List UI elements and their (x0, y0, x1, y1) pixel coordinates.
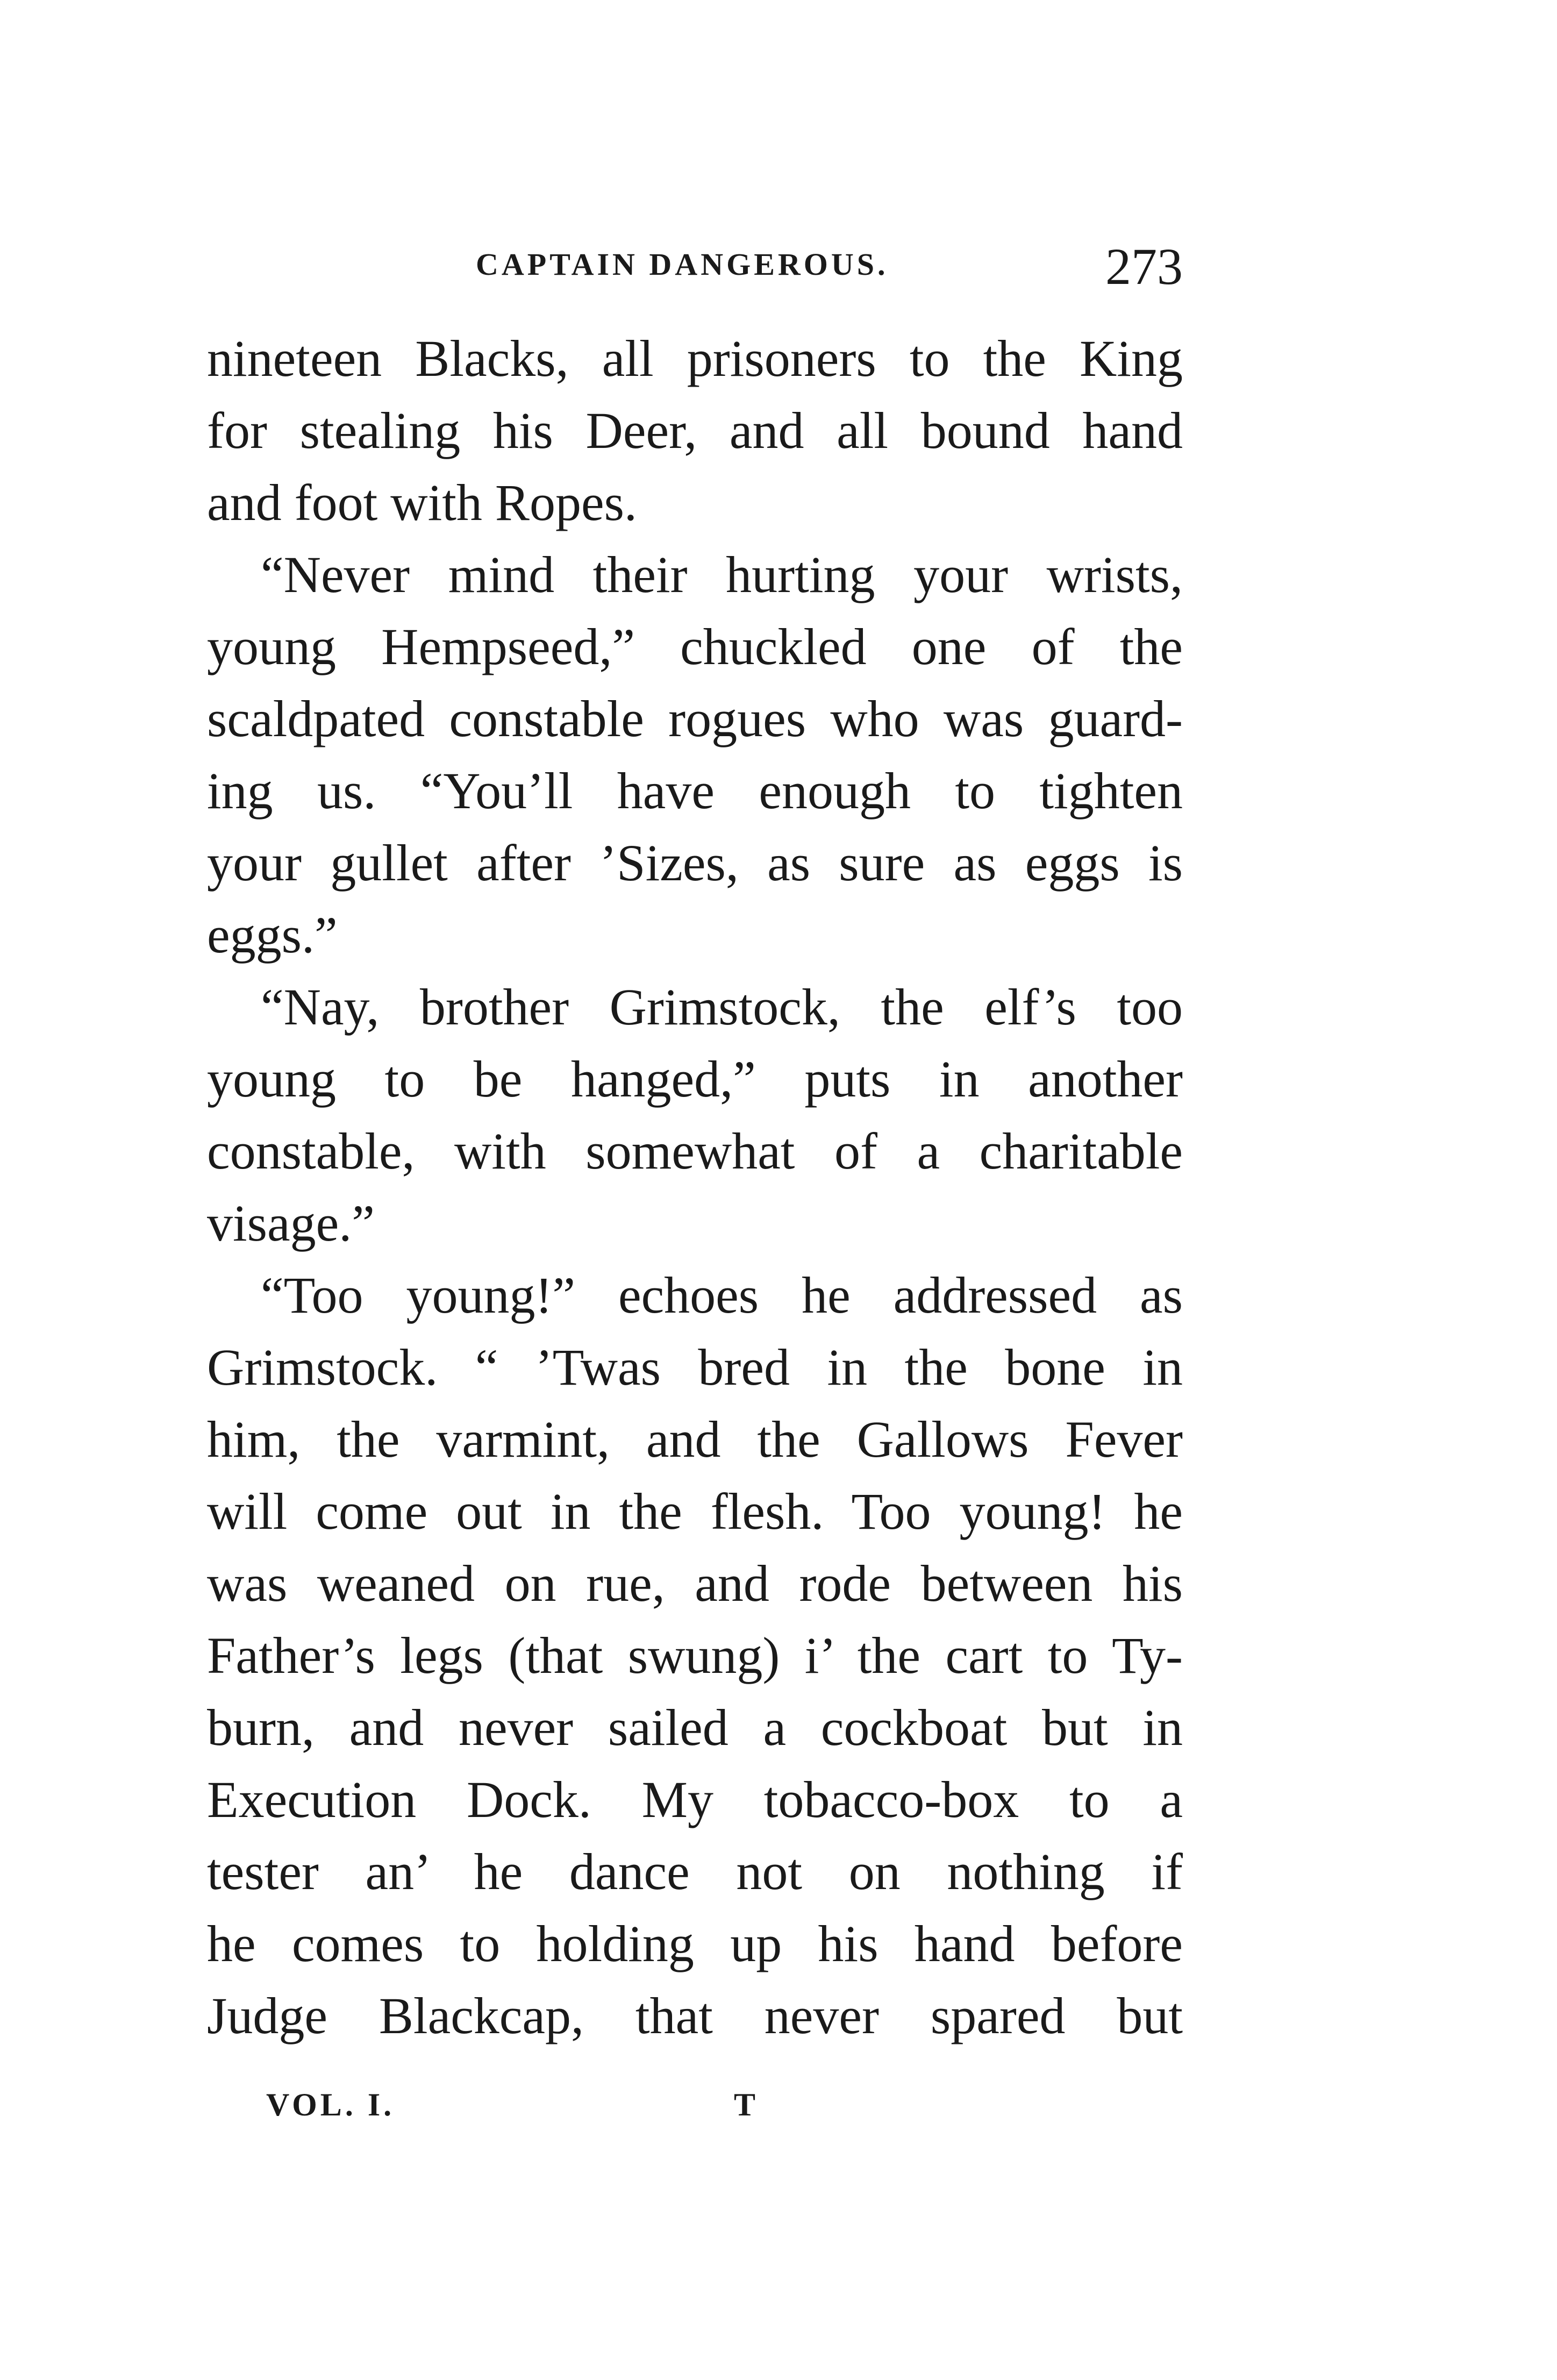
signature-mark: T (734, 2087, 756, 2122)
text-line: young Hempseed,” chuckled one of the (207, 618, 1183, 675)
text-line: he comes to holding up his hand before (207, 1915, 1183, 1972)
text-line: Father’s legs (that swung) i’ the cart to Ty- (207, 1627, 1183, 1684)
page-number: 273 (1105, 238, 1183, 295)
text-line: ing us. “You’ll have enough to tighten (207, 762, 1183, 820)
text-line: him, the varmint, and the Gallows Fever (207, 1410, 1183, 1468)
text-line: constable, with somewhat of a charitable (207, 1122, 1183, 1180)
text-line: young to be hanged,” puts in another (207, 1050, 1183, 1108)
body-text (207, 323, 1183, 2052)
text-line: eggs.” (207, 906, 338, 964)
text-line: Judge Blackcap, that never spared but (207, 1987, 1183, 2044)
text-line: for stealing his Deer, and all bound hand (207, 402, 1183, 459)
page-footer (266, 2086, 804, 2140)
text-line: Grimstock. “ ’Twas bred in the bone in (207, 1338, 1183, 1396)
text-line: Execution Dock. My tobacco-box to a (207, 1771, 1183, 1828)
text-line: visage.” (207, 1194, 375, 1252)
running-head (204, 237, 1183, 296)
text-line: “Never mind their hurting your wrists, (261, 546, 1183, 603)
text-line: burn, and never sailed a cockboat but in (207, 1699, 1183, 1756)
text-line: will come out in the flesh. Too young! he (207, 1483, 1183, 1540)
text-line: scaldpated constable rogues who was guard- (207, 690, 1183, 747)
text-line: tester an’ he dance not on nothing if (207, 1843, 1183, 1900)
text-line: was weaned on rue, and rode between his (207, 1555, 1183, 1612)
running-title: CAPTAIN DANGEROUS. (476, 247, 889, 282)
text-line: and foot with Ropes. (207, 474, 637, 531)
text-line: “Nay, brother Grimstock, the elf’s too (261, 978, 1183, 1036)
text-line: nineteen Blacks, all prisoners to the King (207, 330, 1183, 387)
text-line: your gullet after ’Sizes, as sure as eggs is (207, 834, 1183, 892)
text-line: “Too young!” echoes he addressed as (261, 1266, 1183, 1324)
volume-label: VOL. I. (266, 2087, 395, 2122)
